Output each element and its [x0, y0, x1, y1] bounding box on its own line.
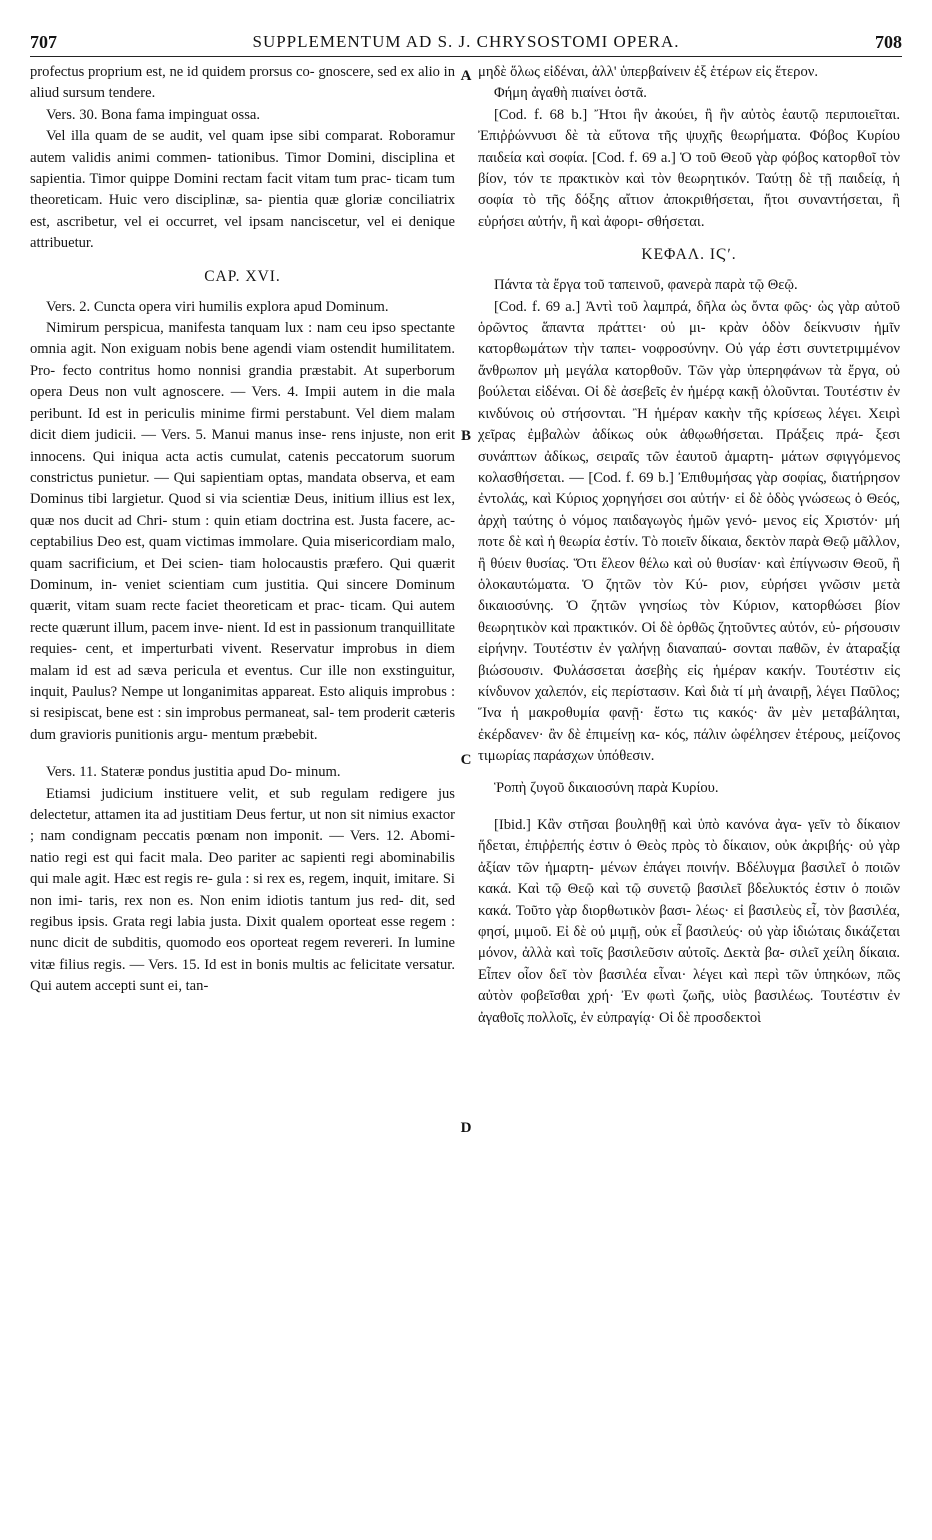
latin-paragraph: Nimirum perspicua, manifesta tanquam lux : nam ceu ipso spectante omnia agit. Non exiguam nobis bene agendi viam ostendit humilitatem. Pro- fecto contritus homo nonnisi grandia præstabit. At superborum opera Deus non vult agnoscere. — Vers. 4. Impii autem in die mala peribunt. Id est in periculis minime firmi perstabunt. Vel diem malam dicit diem judicii. — Vers. 5. Manui manus inse- rens injuste, non erit innocens. Qui iniqua acta actis cumulat, catenis peccatorum suorum constrictus punietur. — Qui sapientiam optas, mandata observa, et eam Dominus tibi largietur. Quod si via scientiæ Deus, initium illius est lex, quæ nos ducit ad Chri- stum : quin etiam doctrina est. Justa facere, ac- ceptabilius Deo est, quam victimas immolare. Quia misericordiam malo, quam sacrificium, et Dei scien- tiam holocaustis præfero. Qui quærit Dominum, in- veniet scientiam cum justitia. Qui sincere Dominum quærit, vitam suam recte faciet theoreticam et prac- ticam. Qui autem recte quærunt illum, pacem inve- nient. Id est in passionum tranquillitate requies- cent, et imperturbati vivent. Reservatur improbus in diem malam id est ad sæva pericula et eventus. Cur ille non exstinguitur, inquit, Paulus? Nempe ut longanimitas appareat. Esto aliquis improbus : si resipiscat, bene est : sin improbus permaneat, sal- tem proderit cæteris dum gravioris punitionis argu- mentum præbebit. — [30, 320, 455, 743]
latin-paragraph: Vers. 11. Stateræ pondus justitia apud Do- minum. — [46, 764, 341, 781]
greek-spacer — [478, 799, 900, 815]
greek-column — [478, 62, 900, 1029]
running-title: SUPPLEMENTUM AD S. J. CHRYSOSTOMI OPERA. — [252, 32, 680, 51]
greek-paragraph: [Cod. f. 68 b.] Ἤτοι ἣν ἀκούει, ἢ ἣν αὐτὸς ἑαυτῷ περιποιεῖται. Ἐπιῤῥώννυσι δὲ τὰ εὔτονα τῆς ψυχῆς θεωρήματα. Φόβος Κυρίου παιδεία καὶ σοφία. [Cod. f. 69 a.] Ὁ τοῦ Θεοῦ γὰρ φόβος κατορθοῖ τὸν βίον, τόν τε πρακτικὸν καὶ τὸν θεωρητικόν. Ταύτῃ δὲ τῇ παιδείᾳ, ἡ σοφία τὸ τῆς δόξης αἴτιον ἀποκριθήσεται, ἤτοι συναντήσεται, ἢ εὑρήσει αὐτήν, ἢ καὶ ἀφορι- σθήσεται. — [478, 106, 900, 230]
page-number-right: 708 — [875, 32, 902, 52]
latin-paragraph: Vers. 30. Bona fama impinguat ossa. — [46, 106, 261, 123]
latin-spacer — [30, 746, 455, 762]
greek-paragraph: Ῥοπὴ ζυγοῦ δικαιοσύνη παρὰ Κυρίου. — [494, 779, 719, 796]
page-header — [30, 30, 902, 57]
page-number-left: 707 — [30, 32, 57, 52]
latin-paragraph: Etiamsi judicium instituere velit, et sub regulam redigere jus delectetur, attamen ita ad justitiam Deus fertur, ut non sit nimius exactor ; nam condignam peccatis pœnam non imponit. — Vers. 12. Abomi- natio regi est qui facit mala. Deo pariter ac sapienti regi abominabilis qui male agit. Hæc est regis re- gula : si rex es, regem, inquit, imitare. Si non imi- taris, rex non es. Non enim idiotis tantum jus red- dit, sed regibus ipsis. Grata regi labia justa. Dixit qualem oporteat esse regem : nunc dicit de subditis, quomodo eos oporteat regem revereri. In lumine vitæ filius regis. — Vers. 15. Id est in bonis multis ac felicitate versatur. Qui autem accepti sunt ei, tan- — [30, 785, 455, 995]
margin-marker-b: B — [460, 428, 471, 444]
latin-chapter-heading: CAP. XVI. — [204, 267, 281, 285]
latin-paragraph: profectus proprium est, ne id quidem prorsus co- gnoscere, sed ex alio in aliud sursum tendere. — [30, 64, 455, 102]
greek-paragraph: [Ibid.] Κἂν στῆσαι βουληθῇ καὶ ὑπὸ κανόνα ἀγα- γεῖν τὸ δίκαιον ἥδεται, ἐπιῤῥεπής ἐστιν ὁ Θεὸς πρὸς τὸ δίκαιον, οὐκ ἀκριβής· οὐ γὰρ ἀξίαν τῶν ἡμαρτη- μένων ἐπάγει ποινήν. Βδέλυγμα βασιλεῖ ὁ ποιῶν κακά. Καὶ τῷ Θεῷ καὶ τῷ συνετῷ βασιλεῖ βδελυκτός ἐστιν ὁ ποιῶν κακά. Τοῦτο γὰρ διορθωτικὸν βασι- λέως· εἰ βασιλεὺς εἶ, τὸν βασιλέα, φησί, μιμοῦ. Εἰ δὲ οὐ μιμῇ, οὐκ εἶ βασιλεύς· οὐ γὰρ ἰδιώταις δικάζεται μόνον, ἀλλὰ καὶ τοῖς βασιλεῦσιν αὐτοῖς. Δεκτὰ βα- σιλεῖ χείλη δίκαια. Εἶπεν οἷον δεῖ τὸν βασιλέα εἶναι· λέγει καὶ περὶ τῶν ὑπηκόων, πῶς αὐτὸν φοβεῖσθαι χρή· Ἐν φωτὶ ζωῆς, υἱὸς βασιλέως. Τουτέστιν ἐν ἀγαθοῖς πολλοῖς, ἐν εὐπραγίᾳ· Οἱ δὲ προσδεκτοὶ — [478, 817, 900, 1026]
greek-paragraph: Φήμη ἀγαθὴ πιαίνει ὀστᾶ. — [494, 85, 647, 102]
latin-paragraph: Vel illa quam de se audit, vel quam ipse sibi comparat. Roboramur autem validis animi commen- tationibus. Timor Domini, disciplina et sapientia. Timor quippe Domini rectam facit vitam tum prac- ticam tum theoreticam. Huic vero disciplinæ, sa- pientia quæ gloriæ conciliatrix est, ascribetur, vel ei occurret, vel ipsam nanciscetur, vel ei denique attribuetur. — [30, 128, 455, 252]
greek-chapter-heading: ΚΕΦΑΛ. ΙϚʹ. — [641, 246, 737, 264]
greek-paragraph: Πάντα τὰ ἔργα τοῦ ταπεινοῦ, φανερὰ παρὰ τῷ Θεῷ. — [494, 277, 798, 294]
greek-paragraph: [Cod. f. 69 a.] Ἀντὶ τοῦ λαμπρά, δῆλα ὡς ὄντα φῶς· ὡς γὰρ αὐτοῦ ὁρῶντος ἅπαντα πράττει· οὐ μι- κρὰν ὁδὸν δείκνυσιν ἡμῖν κατορθωμάτων τὴν ταπει- νοφροσύνην. Οὐ γάρ ἐστι συντετριμμένον ἄνθρωπον μὴ μεγάλα κατορθοῦν. Τῶν γὰρ ὑπερηφάνων τὰ ἔργα, οὐ βούλεται εἰδέναι. Οἱ δὲ ἀσεβεῖς ἐν ἡμέρᾳ κακῇ ὀλοῦνται. Τουτέστιν ἐν κινδύνοις οὐ στήσονται. Ἢ ἡμέραν κακὴν τῆς κρίσεως λέγει. Χειρὶ χεῖρας ἐμβαλὼν ἀδίκως οὐκ ἀθῳωθήσεται. Πράξεις πρά- ξεσι συνάπτων ἀδίκως, σειραῖς τῶν ἑαυτοῦ ἁμαρτη- μάτων σφιγγόμενος κολασθήσεται. — [Cod. f. 69 b.] Ἐπιθυμήσας γὰρ σοφίας, διατήρησον ἐντολάς, καὶ Κύριος χορηγήσει σοι αὐτήν· εἰ δὲ ὁδὸς γνώσεως ὁ Θεός, ἀρχὴ ταύτης ὁ νόμος παιδαγωγὸς ἡμῶν γενό- μενος εἰς Χριστόν· μή ποτε δὲ καὶ ἡ θεωρία ἐστίν. Τὸ ποιεῖν δίκαια, δεκτὸν παρὰ Θεῷ μᾶλλον, ἢ θύειν θυσίας. Ὅτι ἔλεον θέλω καὶ οὐ θυσίαν· καὶ ἐπίγνωσιν Θεοῦ, ἢ ὁλοκαυτώματα. Ὁ ζητῶν τὸν Κύ- ριον, εὑρήσει γνῶσιν μετὰ δικαιοσύνης. Ὁ ζητῶν γνησίως τὸν Κύριον, κατορθώσει βίον θεωρητικὸν καὶ πρακτικόν. Οἱ δὲ ὀρθῶς ζητοῦντες αὐτόν, εὑ- ρήσουσιν εἰρήνην. Τουτέστιν ἐν γαλήνῃ διαναπαύ- σονται παθῶν, ἐν ἀταραξίᾳ βιώσουσιν. Φυλάσσεται ἀσεβὴς εἰς ἡμέραν κακήν. Τουτέστιν εἰς κίνδυνον χαλεπόν, εἰς περίστασιν. Καὶ διὰ τί μὴ ἀναιρῇ, λέγει Παῦλος; Ἵνα ἡ μακροθυμία φανῇ· ἔστω τις κακός· ἂν μὲν μεταβάληται, ἐκέρδανεν· ἂν δὲ ἐπιμείνῃ κα- κός, πάλιν ὠφέλησεν ἑτέρους, μείζονος τιμωρίας παράσχων ὑπόθεσιν. — [478, 298, 900, 765]
margin-marker-d: D — [460, 1120, 472, 1136]
latin-column — [30, 62, 455, 998]
margin-marker-c: C — [460, 752, 472, 768]
greek-paragraph: μηδὲ ὅλως εἰδέναι, ἀλλ' ὑπερβαίνειν ἐξ ἑτέρων εἰς ἕτερον. — [478, 64, 818, 80]
margin-marker-a: A — [460, 68, 472, 84]
greek-spacer — [478, 768, 900, 778]
latin-paragraph: Vers. 2. Cuncta opera viri humilis explora apud Dominum. — [46, 298, 389, 315]
